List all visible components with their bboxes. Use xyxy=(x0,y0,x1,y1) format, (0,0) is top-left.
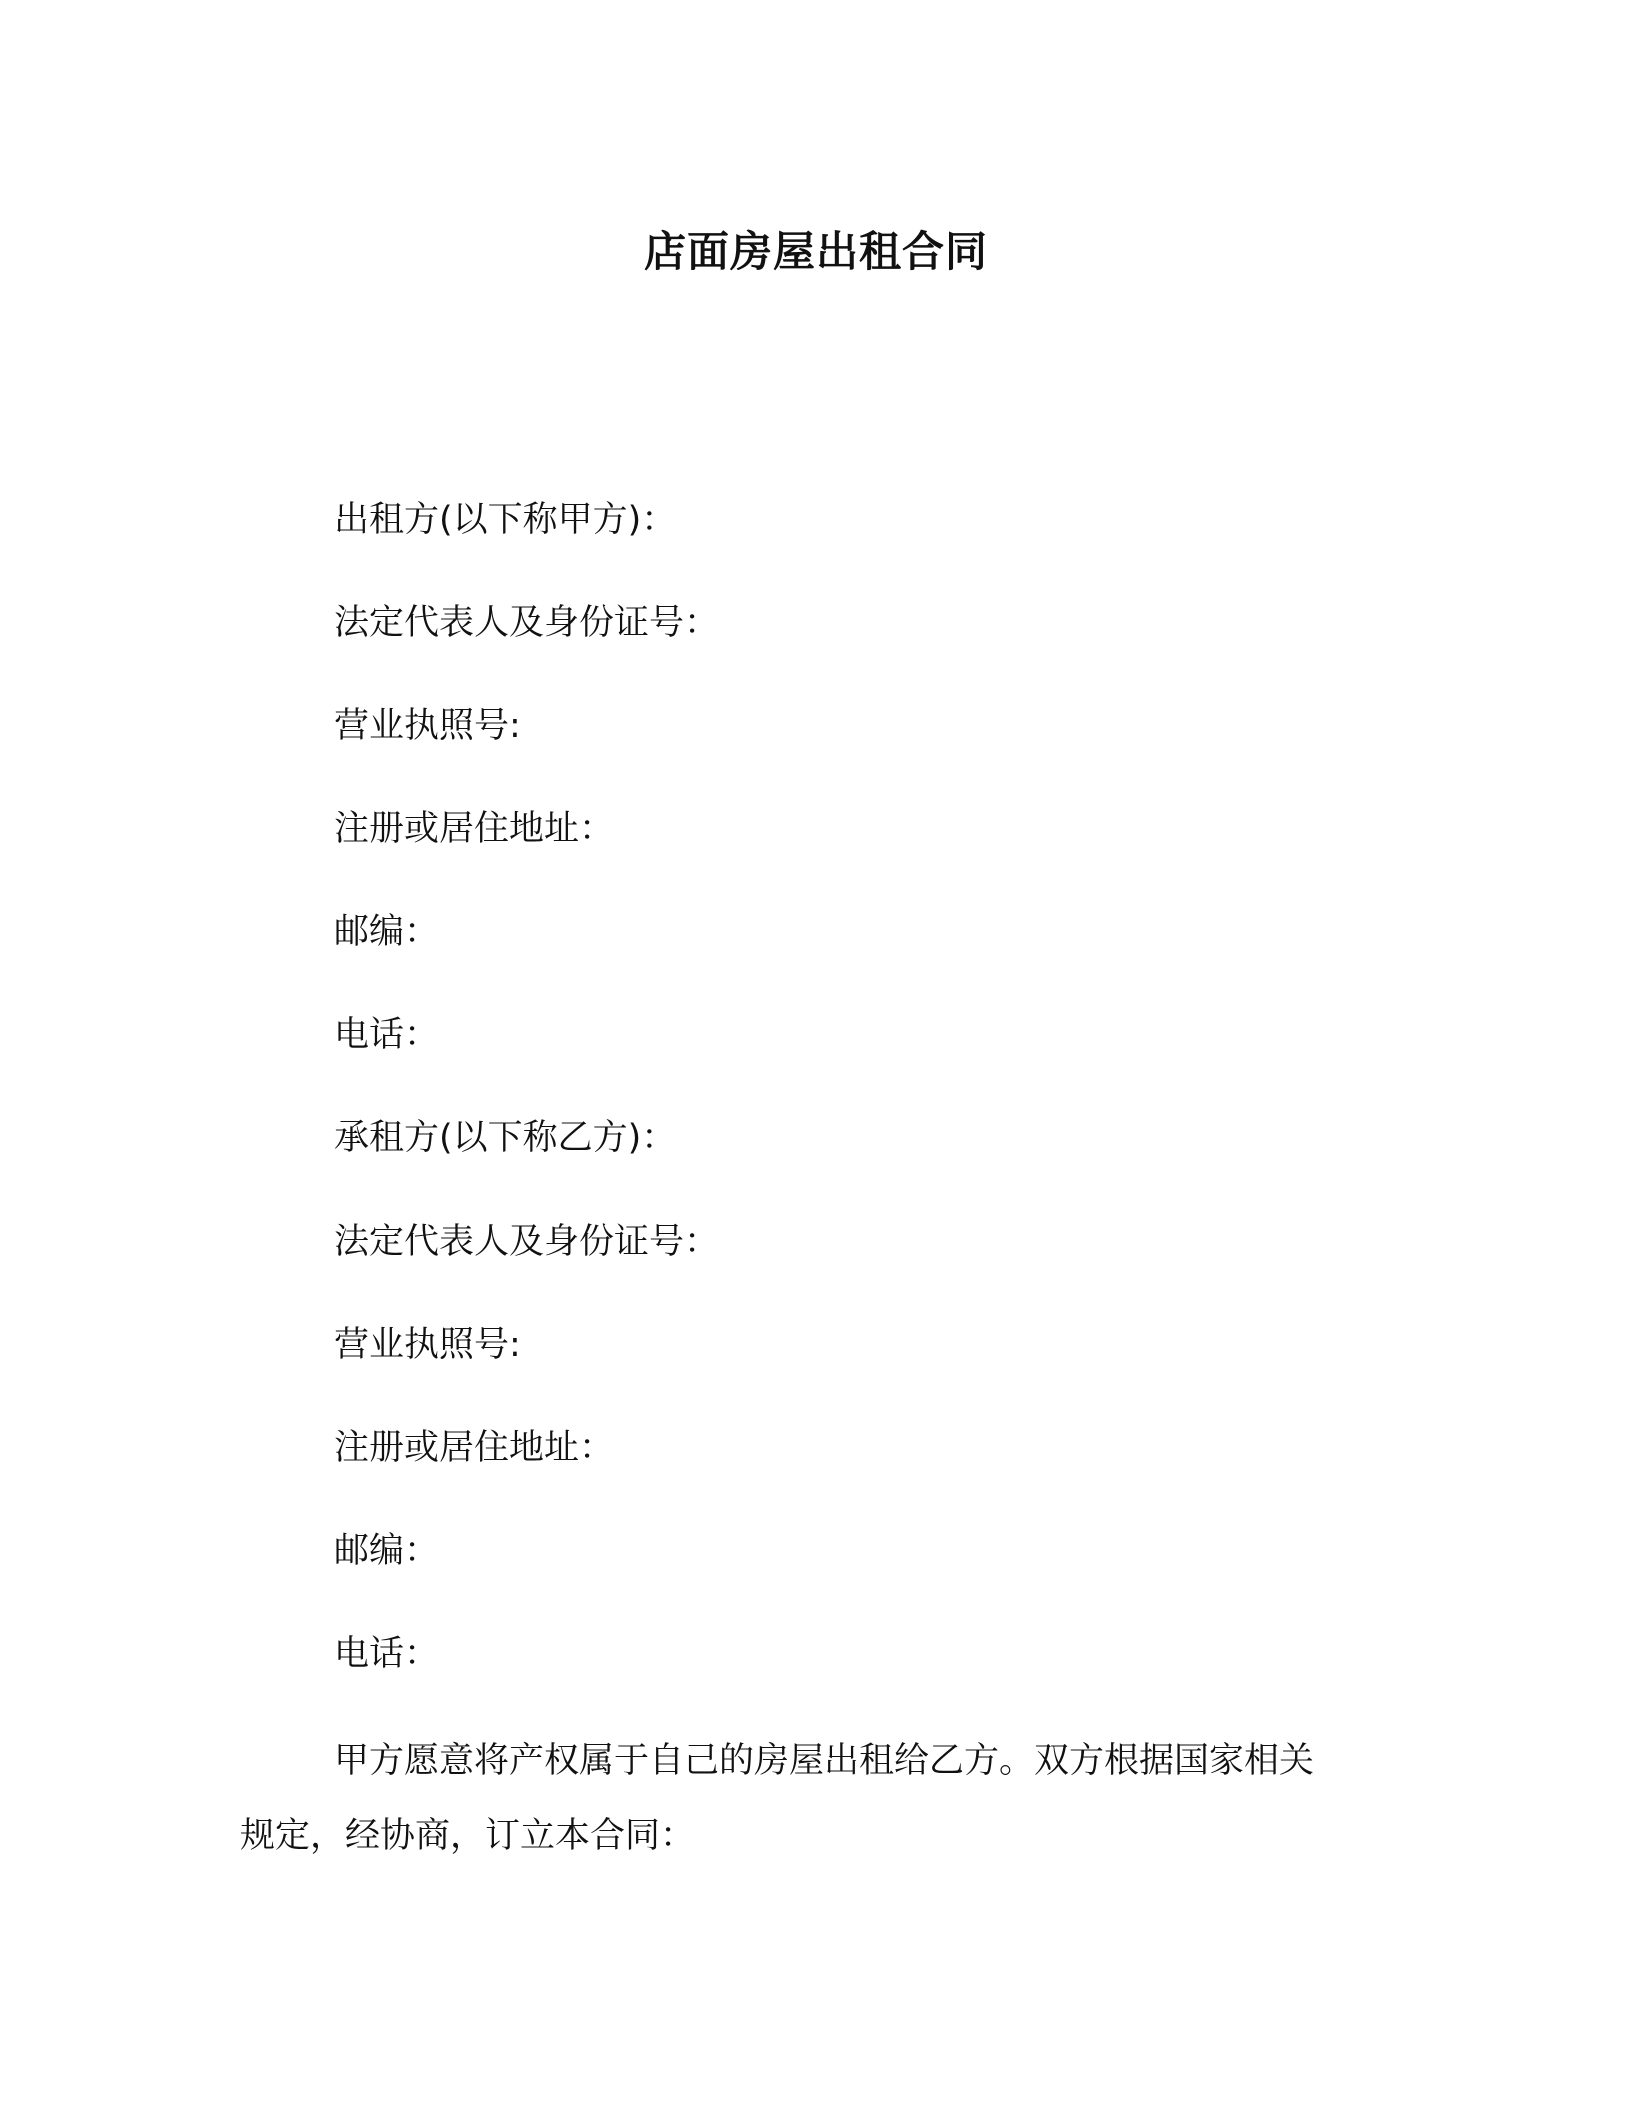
lessor-address-label: 注册或居住地址： xyxy=(334,809,615,849)
lessor-heading: 出租方(以下称甲方)： xyxy=(334,500,677,540)
lessee-license-label: 营业执照号: xyxy=(334,1325,521,1365)
document-title: 店面房屋出租合同 xyxy=(643,227,988,276)
lessee-phone-label: 电话： xyxy=(334,1634,440,1674)
lessor-phone-label: 电话： xyxy=(334,1015,440,1055)
lessor-legal-rep-label: 法定代表人及身份证号： xyxy=(334,603,720,643)
intro-paragraph-line-2: 规定，经协商，订立本合同： xyxy=(240,1816,696,1856)
lessor-license-label: 营业执照号: xyxy=(334,706,521,746)
lessee-address-label: 注册或居住地址： xyxy=(334,1428,615,1468)
intro-paragraph-line-1: 甲方愿意将产权属于自己的房屋出租给乙方。双方根据国家相关 xyxy=(334,1741,1315,1781)
lessee-legal-rep-label: 法定代表人及身份证号： xyxy=(334,1222,720,1262)
lessee-heading: 承租方(以下称乙方)： xyxy=(334,1118,677,1158)
lessee-postcode-label: 邮编： xyxy=(334,1531,440,1571)
lessor-postcode-label: 邮编： xyxy=(334,912,440,952)
